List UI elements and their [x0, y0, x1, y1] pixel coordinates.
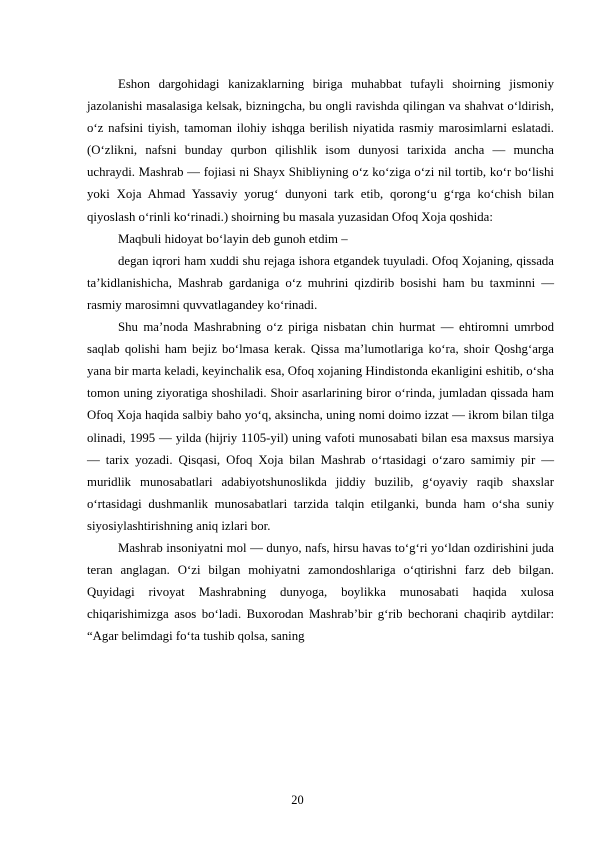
- paragraph-4: Mashrab insoniyatni mol — dunyo, nafs, hirsu havas to‘g‘ri yo‘ldan ozdirishini juda teran anglagan. O‘zi bilgan mohiyatni zamondoshlariga o‘qtirishni farz deb bilgan. Quyidagi rivoyat Mashrabning dunyoga, boylikka munosabati haqida xulosa chiqarishimizga asos bo‘ladi. Buxorodan Mashrab’bir g‘rib bechorani chaqirib aytdilar: “Agar belimdagi fo‘ta tushib qolsa, saning: [87, 540, 554, 644]
- paragraph-1: Eshon dargohidagi kanizaklarning biriga muhabbat tufayli shoirning jismoniy jazolanishi masalasiga kelsak, bizningcha, bu ongli ravishda qilingan va shahvat o‘ldirish, o‘z nafsini tiyish, tamoman ilohiy ishqga berilish niyatida rasmiy marosimlarni eslatadi. (O‘zlikni, nafsni bunday qurbon qilishlik isom dunyosi tarixida ancha — muncha uchraydi. Mashrab — fojiasi ni Shayx Shibliyning o‘z ko‘ziga o‘zi nil tortib, ko‘r bo‘lishi yoki Xoja Ahmad Yassaviy yorug‘ dunyoni tark etib, qorong‘u g‘rga ko‘chish bilan qiyoslash o‘rinli ko‘rinadi.) shoirning bu masala yuzasidan Ofoq Xoja qoshida:: [87, 77, 554, 224]
- paragraph-3: Shu ma’noda Mashrabning o‘z piriga nisbatan chin hurmat — ehtiromni umrbod saqlab qolishi ham bejiz bo‘lmasa kerak. Qissa ma’lumotlariga ko‘ra, shoir Qoshg‘arga yana bir marta keladi, keyinchalik esa, Ofoq xojaning Hindistonda ekanligini eshitib, o‘sha tomon uning ziyoratiga shoshiladi. Shoir asarlarining biror o‘rinda, jumladan qissada ham Ofoq Xoja haqida salbiy baho yo‘q, aksincha, uning nomi doimo izzat — ikrom bilan tilga olinadi, 1995 — yilda (hijriy 1105-yil) uning vafoti munosabati bilan esa maxsus marsiya — tarix yozadi. Qisqasi, Ofoq Xoja bilan Mashrab o‘rtasidagi o‘zaro samimiy pir — muridlik munosabatlari adabiyotshunoslikda jiddiy buzilib, g‘oyaviy raqib shaxslar o‘rtasidagi dushmanlik munosabatlari tarzida talqin etilganki, bunda ham o‘sha suniy siyosiylashtirishning aniq izlari bor.: [87, 320, 554, 533]
- verse-line: Maqbuli hidoyat bo‘layin deb gunoh etdim –: [118, 231, 348, 246]
- body-text: [87, 73, 554, 647]
- page-number: 20: [291, 793, 304, 807]
- paragraph-2: degan iqrori ham xuddi shu rejaga ishora etgandek tuyuladi. Ofoq Xojaning, qissada ta’kidlanishicha, Mashrab gardaniga o‘z muhrini qizdirib bosishi ham bu taxminni — rasmiy marosimni quvvatlagandey ko‘rinadi.: [87, 253, 554, 312]
